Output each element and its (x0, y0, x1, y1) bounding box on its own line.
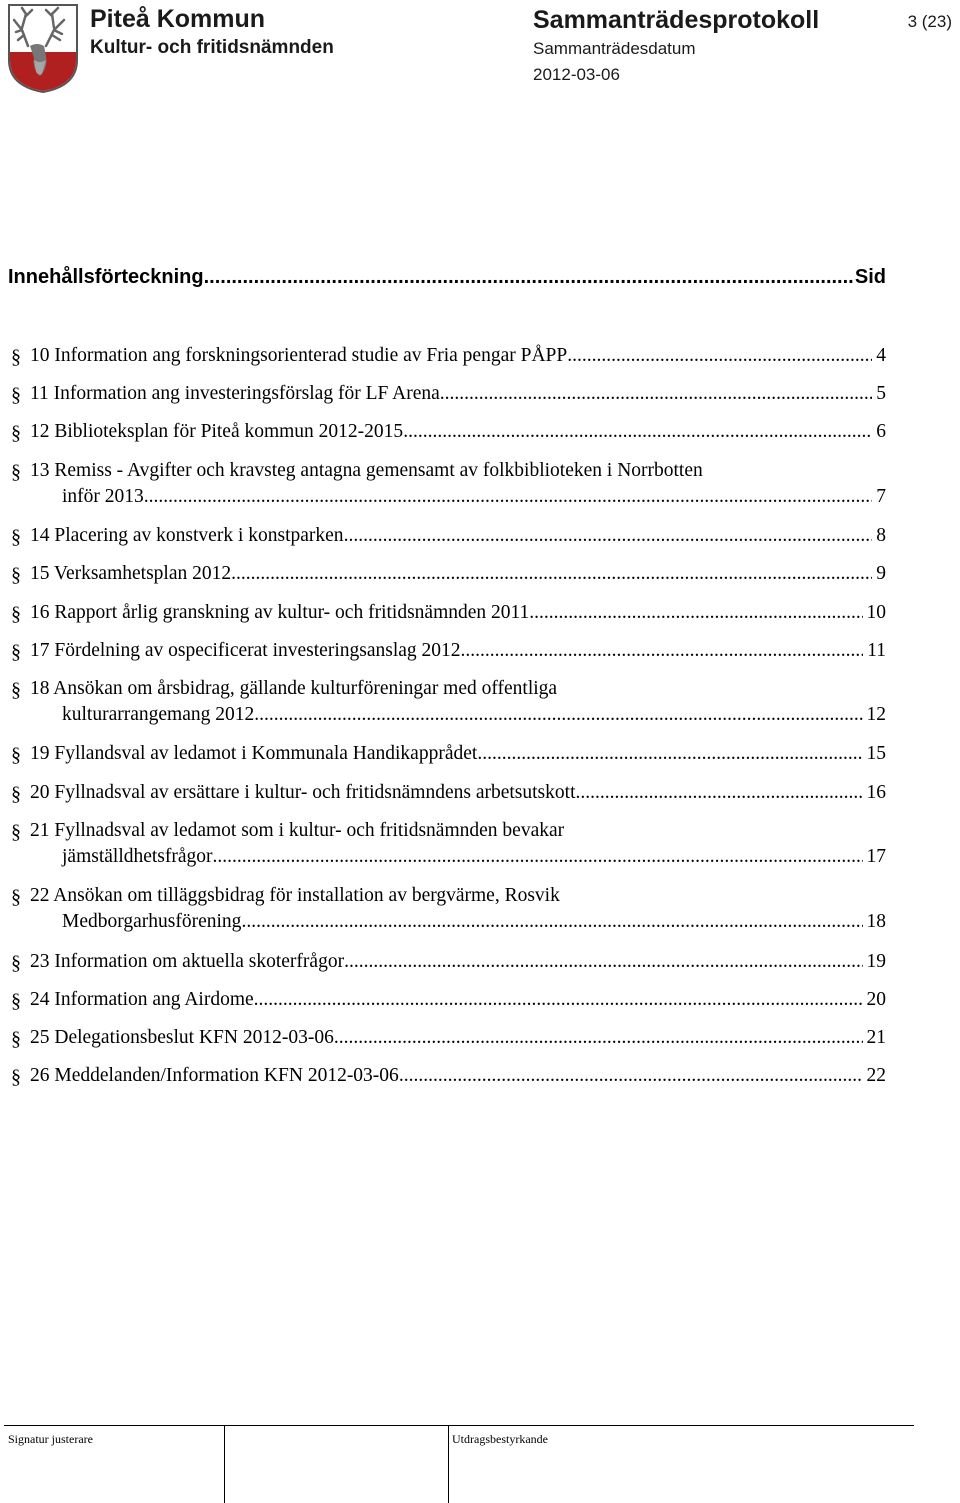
toc-entry-title: 13 Remiss - Avgifter och kravsteg antagna gemensamt av folkbiblioteken i Norrbotten (30, 459, 703, 481)
toc-entry-continuation (30, 702, 886, 728)
section-symbol: § (11, 744, 21, 767)
toc-entry-page: 12 (866, 703, 886, 725)
toc-entry-continuation (30, 844, 886, 870)
toc-entry-page: 15 (866, 743, 886, 765)
toc-entry-line (30, 600, 886, 626)
toc-entry-body (30, 523, 886, 549)
toc-entry-body (30, 987, 886, 1013)
toc-title: Innehållsförteckning (8, 266, 204, 288)
toc-entry-page: 18 (866, 911, 886, 933)
toc-entry-page: 16 (866, 781, 886, 803)
toc-entry-title: 10 Information ang forskningsorienterad studie av Fria pengar PÅPP (30, 345, 568, 366)
section-symbol: § (11, 460, 21, 483)
section-symbol: § (11, 678, 21, 701)
dot-leader (334, 1025, 863, 1051)
section-symbol: § (11, 422, 21, 445)
section-symbol: § (11, 782, 21, 805)
dot-leader (477, 741, 862, 767)
dot-leader (403, 419, 872, 445)
dot-leader (144, 484, 872, 510)
footer-divider (4, 1425, 914, 1426)
toc-entry-body (30, 780, 886, 806)
toc-entry-body (30, 949, 886, 975)
toc-entry-body (30, 419, 886, 445)
document-info (533, 4, 819, 86)
dot-leader (529, 600, 862, 626)
dot-leader (344, 523, 873, 549)
toc-entry-page: 6 (876, 421, 886, 443)
toc-entry-title: 15 Verksamhetsplan 2012 (30, 563, 232, 585)
dot-leader (254, 702, 862, 728)
toc-entry-page: 19 (866, 950, 886, 972)
toc-entry-page: 17 (866, 845, 886, 867)
toc-entry-continuation (30, 484, 886, 510)
toc-entry-title: 21 Fyllnadsval av ledamot som i kultur- och fritidsnämnden bevakar (30, 819, 565, 841)
section-symbol: § (11, 1066, 21, 1089)
toc-entry-body (30, 638, 886, 664)
dot-leader (344, 949, 862, 975)
toc-entry-title: 26 Meddelanden/Information KFN 2012-03-06 (30, 1065, 399, 1087)
toc-entry-title: 22 Ansökan om tilläggsbidrag för installation av bergvärme, Rosvik (30, 885, 560, 907)
section-symbol: § (11, 990, 21, 1012)
toc-entry-title: 25 Delegationsbeslut KFN 2012-03-06 (30, 1027, 334, 1049)
reindeer-crest-icon (6, 2, 80, 94)
toc-entry-body (30, 600, 886, 626)
toc-entry-title: 23 Information om aktuella skoterfrågor (30, 950, 345, 972)
toc-entry-page: 11 (867, 639, 886, 661)
toc-entry-body (30, 381, 886, 407)
meeting-date-label: Sammanträdesdatum (533, 39, 696, 58)
signature-label: Signatur justerare (8, 1432, 93, 1446)
toc-entry-title: 11 Information ang investeringsförslag för LF Arena (30, 383, 440, 405)
dot-leader (213, 844, 863, 870)
toc-entry-title: 16 Rapport årlig granskning av kultur- och fritidsnämnden 2011 (30, 601, 530, 623)
toc-entry-title: 19 Fyllandsval av ledamot i Kommunala Handikapprådet (30, 743, 478, 765)
dot-leader (254, 987, 863, 1013)
board-name: Kultur- och fritidsnämnden (90, 37, 334, 58)
toc-entry-line (30, 949, 886, 975)
toc-entry-line (30, 343, 886, 369)
footer-column-divider (448, 1425, 449, 1503)
dot-leader (231, 561, 872, 587)
toc-entry-body (30, 1063, 886, 1089)
dot-leader (461, 638, 864, 664)
toc-entry-title: 17 Fördelning av ospecificerat investeringsanslag 2012 (30, 639, 461, 661)
toc-entry-title: 12 Biblioteksplan för Piteå kommun 2012-2015 (30, 421, 404, 443)
toc-entry-title-cont: kulturarrangemang 2012 (62, 703, 255, 725)
dot-leader (399, 1063, 863, 1089)
dot-leader (567, 343, 872, 369)
section-symbol: § (11, 564, 21, 587)
toc-entry-line (30, 419, 886, 445)
toc-entry-title: 18 Ansökan om årsbidrag, gällande kulturföreningar med offentliga (30, 677, 558, 699)
toc-entry-line (30, 1025, 886, 1051)
toc-entry-continuation (30, 909, 886, 935)
toc-entry-title: 14 Placering av konstverk i konstparken (30, 525, 344, 547)
toc-entry-page: 20 (866, 989, 886, 1010)
toc-entry-line (30, 638, 886, 664)
section-symbol: § (11, 1028, 21, 1051)
toc-entry-line (30, 987, 886, 1013)
toc-entry-line (30, 561, 886, 587)
dot-leader (241, 909, 862, 935)
toc-entry-body (30, 818, 886, 870)
toc-entry-page: 5 (876, 383, 886, 405)
toc-entry-line (30, 381, 886, 407)
toc-entry-title-cont: Medborgarhusförening (62, 911, 242, 933)
page-number: 3 (23) (907, 12, 952, 31)
toc-entry-body (30, 676, 886, 728)
toc-entry-line (30, 780, 886, 806)
section-symbol: § (11, 820, 21, 843)
section-symbol: § (11, 384, 21, 407)
toc-entry-line (30, 1063, 886, 1089)
toc-entry-page: 22 (866, 1065, 886, 1087)
toc-entry-page: 21 (866, 1027, 886, 1049)
toc-entry-body (30, 883, 886, 935)
section-symbol: § (11, 602, 21, 625)
toc-entry-page: 4 (876, 345, 886, 366)
toc-entry-title: 20 Fyllnadsval av ersättare i kultur- och fritidsnämndens arbetsutskott (30, 781, 576, 803)
meeting-date: 2012-03-06 (533, 65, 620, 84)
section-symbol: § (11, 951, 21, 974)
toc-entry-body (30, 741, 886, 767)
toc-page-column-label: Sid (854, 266, 886, 288)
toc-entry-line (30, 523, 886, 549)
dot-leader (440, 381, 872, 407)
toc-entry-page: 10 (866, 601, 886, 623)
certification-label: Utdragsbestyrkande (452, 1432, 548, 1446)
dot-leader (576, 780, 863, 806)
section-symbol: § (11, 886, 21, 909)
toc-entry-title: 24 Information ang Airdome (30, 989, 254, 1010)
toc-entry-title-cont: jämställdhetsfrågor (62, 845, 213, 867)
toc-heading (8, 264, 886, 290)
section-symbol: § (11, 346, 21, 368)
document-type: Sammanträdesprotokoll (533, 6, 820, 34)
toc-entry-body (30, 561, 886, 587)
organization-name: Piteå Kommun (90, 5, 266, 33)
toc-entry-body (30, 1025, 886, 1051)
section-symbol: § (11, 526, 21, 549)
toc-entry-line (30, 741, 886, 767)
organization-block (90, 4, 334, 60)
toc-entry-body (30, 458, 886, 510)
toc-entry-page: 7 (876, 485, 886, 507)
dot-leader (204, 264, 855, 290)
toc-entry-page: 9 (876, 563, 886, 585)
toc-entry-title-cont: inför 2013 (62, 485, 144, 507)
section-symbol: § (11, 640, 21, 663)
toc-entry-page: 8 (876, 525, 886, 547)
footer-column-divider (224, 1425, 225, 1503)
toc-entry-body (30, 343, 886, 369)
